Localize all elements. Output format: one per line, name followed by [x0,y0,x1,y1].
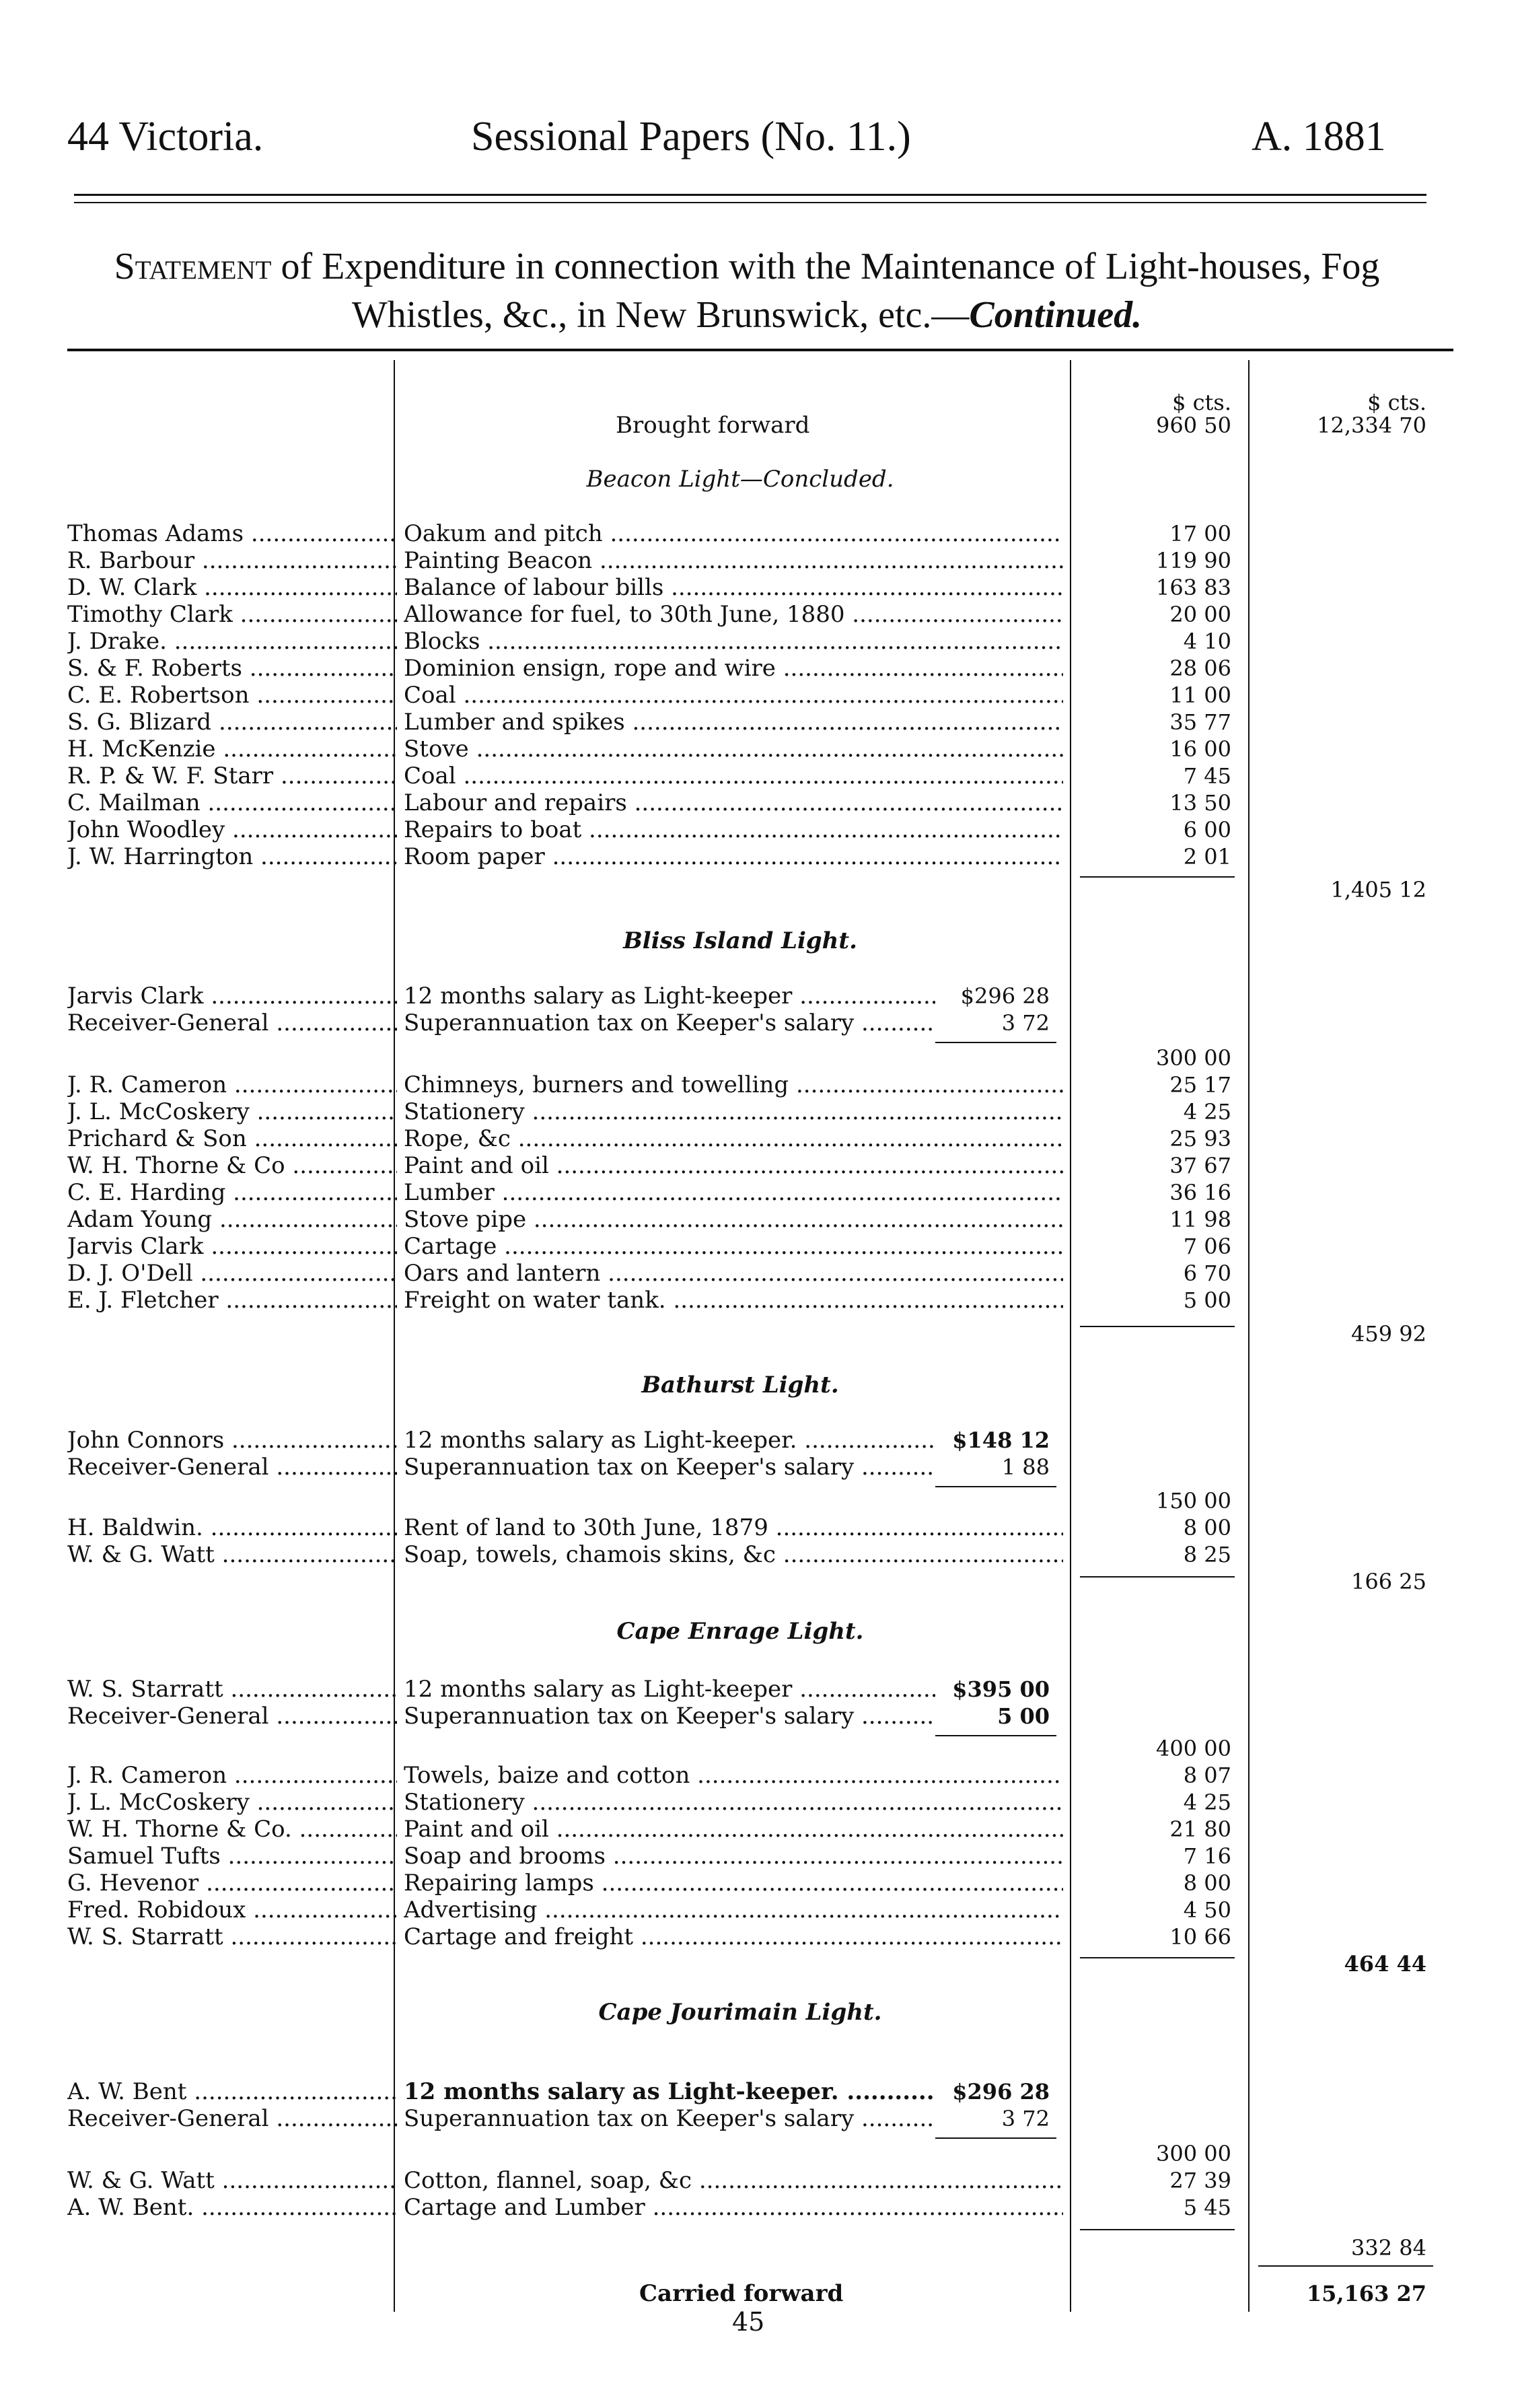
section-heading-jourimain: Cape Jourimain Light. [598,1999,882,2026]
bliss-amount: 6 70 [1183,1261,1231,1286]
brought-forward-amount: 960 50 [1156,413,1231,438]
enrage-salary-rule [935,1735,1056,1736]
bliss-name: J. R. Cameron ..... [67,1071,397,1098]
enrage-amount: 21 80 [1169,1816,1231,1842]
col-head-amount: $ cts. [1172,390,1231,415]
jourimain-salary-item: Superannuation tax on Keeper's salary ..... [404,2105,935,2132]
bliss-item: Lumber ..... [404,1179,1063,1206]
enrage-item: Paint and oil ..... [404,1816,1063,1843]
beacon-item: Repairs to boat ..... [404,816,1063,843]
bliss-amount: 25 17 [1169,1072,1231,1098]
section-heading-enrage: Cape Enrage Light. [616,1618,864,1645]
beacon-amount: 11 00 [1169,682,1231,708]
beacon-item: Painting Beacon ..... [404,547,1063,574]
jourimain-salary-inner: $296 28 [952,2079,1050,2104]
bliss-total: 459 92 [1351,1321,1426,1347]
beacon-item: Room paper ..... [404,843,1063,870]
jourimain-salary-rule [935,2137,1056,2139]
bliss-item: Paint and oil ..... [404,1152,1063,1179]
enrage-amount: 8 07 [1183,1763,1231,1788]
carried-forward-total: 15,163 27 [1306,2281,1426,2306]
bliss-salary-name: Jarvis Clark ..... [67,983,397,1010]
beacon-item: Oakum and pitch ..... [404,520,1063,547]
beacon-item: Coal ..... [404,763,1063,789]
bathurst-item: Rent of land to 30th June, 1879 ..... [404,1514,1063,1541]
section-heading-bliss: Bliss Island Light. [623,927,857,954]
page-number: 45 [732,2307,765,2337]
beacon-amount: 13 50 [1169,790,1231,816]
bliss-salary-item: Superannuation tax on Keeper's salary ..... [404,1010,935,1036]
beacon-name: H. McKenzie ..... [67,736,397,763]
bliss-name: E. J. Fletcher ..... [67,1287,397,1314]
enrage-item: Repairing lamps ..... [404,1870,1063,1897]
beacon-name: D. W. Clark ..... [67,574,397,601]
enrage-item: Towels, baize and cotton ..... [404,1762,1063,1789]
beacon-item: Stove ..... [404,736,1063,763]
bathurst-salary-inner: 1 88 [1001,1454,1050,1480]
beacon-amount: 20 00 [1169,602,1231,627]
beacon-name: C. E. Robertson ..... [67,682,397,709]
bliss-amount: 4 25 [1183,1099,1231,1125]
bliss-amount: 25 93 [1169,1126,1231,1152]
beacon-item: Labour and repairs ..... [404,789,1063,816]
bathurst-salary-name: John Connors ..... [67,1427,397,1454]
beacon-sum-rule [1080,876,1235,878]
enrage-salary-item: Superannuation tax on Keeper's salary ..... [404,1703,935,1730]
enrage-salary-inner: 5 00 [997,1703,1050,1729]
bliss-item: Chimneys, burners and towelling ..... [404,1071,1063,1098]
beacon-name: Timothy Clark ..... [67,601,397,628]
bliss-amount: 37 67 [1169,1153,1231,1178]
jourimain-item: Cartage and Lumber ..... [404,2194,1063,2221]
header-right: A. 1881 [1252,114,1386,160]
bliss-salary-inner: 3 72 [1001,1010,1050,1036]
bliss-name: W. H. Thorne & Co ..... [67,1152,397,1179]
bliss-amount: 7 06 [1183,1234,1231,1259]
beacon-name: J. W. Harrington ..... [67,843,397,870]
bathurst-salary-total: 150 00 [1156,1488,1231,1514]
bathurst-name: W. & G. Watt ..... [67,1541,397,1568]
bliss-amount: 36 16 [1169,1180,1231,1205]
bathurst-salary-item: Superannuation tax on Keeper's salary ..... [404,1454,935,1481]
statement-title [47,242,1447,339]
enrage-name: Samuel Tufts ..... [67,1843,397,1870]
jourimain-amount: 27 39 [1169,2168,1231,2193]
jourimain-amount: 5 45 [1183,2195,1231,2220]
carried-forward-label: Carried forward [639,2280,844,2307]
bliss-name: D. J. O'Dell ..... [67,1260,397,1287]
enrage-salary-name: Receiver-General ..... [67,1703,397,1730]
enrage-salary-total: 400 00 [1156,1736,1231,1761]
divider-amounts [1248,360,1250,2312]
jourimain-sum-rule [1080,2229,1235,2230]
bathurst-salary-item: 12 months salary as Light-keeper. ..... [404,1427,935,1454]
bliss-name: Adam Young ..... [67,1206,397,1233]
beacon-amount: 7 45 [1183,763,1231,789]
bliss-item: Freight on water tank. ..... [404,1287,1063,1314]
enrage-item: Soap and brooms ..... [404,1843,1063,1870]
bliss-name: J. L. McCoskery ..... [67,1098,397,1125]
title-rest: of Expenditure in connection with the Maintenance of Light-houses, Fog Whistles, &c., in New Brunswick, etc.— [271,246,1380,336]
beacon-item: Coal ..... [404,682,1063,709]
header-center: Sessional Papers (No. 11.) [471,114,911,160]
brought-forward-label: Brought forward [616,412,810,439]
bliss-amount: 5 00 [1183,1287,1231,1313]
beacon-amount: 163 83 [1156,575,1231,600]
enrage-salary-item: 12 months salary as Light-keeper ..... [404,1676,935,1703]
bliss-salary-name: Receiver-General ..... [67,1010,397,1036]
title-continued: Continued. [969,294,1143,336]
bathurst-sum-rule [1080,1576,1235,1578]
enrage-item: Stationery ..... [404,1789,1063,1816]
beacon-amount: 16 00 [1169,736,1231,762]
beacon-amount: 35 77 [1169,709,1231,735]
beacon-amount: 28 06 [1169,656,1231,681]
brought-forward-total: 12,334 70 [1317,413,1426,438]
beacon-item: Lumber and spikes ..... [404,709,1063,736]
beacon-name: Thomas Adams ..... [67,520,397,547]
header-left: 44 Victoria. [67,114,264,160]
enrage-total: 464 44 [1344,1951,1426,1977]
beacon-item: Blocks ..... [404,628,1063,655]
beacon-name: S. G. Blizard ..... [67,709,397,736]
enrage-item: Advertising ..... [404,1897,1063,1923]
grand-total-rule [1258,2265,1433,2267]
bliss-amount: 11 98 [1169,1207,1231,1232]
enrage-name: J. R. Cameron ..... [67,1762,397,1789]
bliss-salary-rule [935,1042,1056,1043]
enrage-amount: 4 25 [1183,1790,1231,1815]
beacon-total: 1,405 12 [1330,877,1426,902]
bliss-salary-total: 300 00 [1156,1045,1231,1071]
beacon-amount: 119 90 [1156,548,1231,573]
bathurst-item: Soap, towels, chamois skins, &c ..... [404,1541,1063,1568]
beacon-item: Balance of labour bills ..... [404,574,1063,601]
enrage-amount: 10 66 [1169,1924,1231,1950]
beacon-name: C. Mailman ..... [67,789,397,816]
beacon-amount: 4 10 [1183,629,1231,654]
enrage-name: W. S. Starratt ..... [67,1923,397,1950]
bliss-sum-rule [1080,1326,1235,1327]
enrage-amount: 4 50 [1183,1897,1231,1923]
bathurst-name: H. Baldwin. ..... [67,1514,397,1541]
bathurst-salary-name: Receiver-General ..... [67,1454,397,1481]
bliss-item: Stationery ..... [404,1098,1063,1125]
section-heading-bathurst: Bathurst Light. [641,1372,839,1398]
bliss-item: Oars and lantern ..... [404,1260,1063,1287]
beacon-name: John Woodley ..... [67,816,397,843]
enrage-amount: 8 00 [1183,1870,1231,1896]
beacon-amount: 2 01 [1183,844,1231,870]
beacon-amount: 17 00 [1169,521,1231,546]
section-heading-beacon: Beacon Light—Concluded. [586,466,894,493]
enrage-name: W. H. Thorne & Co. ..... [67,1816,397,1843]
enrage-sum-rule [1080,1957,1235,1958]
beacon-name: S. & F. Roberts ..... [67,655,397,682]
jourimain-name: W. & G. Watt ..... [67,2167,397,2194]
bathurst-salary-inner: $148 12 [952,1427,1050,1453]
bliss-salary-inner: $296 28 [960,983,1050,1009]
bliss-item: Cartage ..... [404,1233,1063,1260]
jourimain-name: A. W. Bent. ..... [67,2194,397,2221]
enrage-item: Cartage and freight ..... [404,1923,1063,1950]
enrage-name: Fred. Robidoux ..... [67,1897,397,1923]
bathurst-amount: 8 00 [1183,1515,1231,1541]
enrage-name: G. Hevenor ..... [67,1870,397,1897]
header-rule-top [74,194,1426,196]
beacon-item: Dominion ensign, rope and wire ..... [404,655,1063,682]
jourimain-salary-name: A. W. Bent ..... [67,2078,397,2105]
jourimain-salary-name: Receiver-General ..... [67,2105,397,2132]
bliss-name: Prichard & Son ..... [67,1125,397,1152]
beacon-name: R. Barbour ..... [67,547,397,574]
title-lead: Statement [114,246,272,287]
beacon-name: J. Drake. ..... [67,628,397,655]
bliss-item: Rope, &c ..... [404,1125,1063,1152]
enrage-amount: 7 16 [1183,1843,1231,1869]
header-rule-bottom [74,202,1426,203]
jourimain-salary-inner: 3 72 [1001,2106,1050,2131]
bathurst-amount: 8 25 [1183,1542,1231,1567]
beacon-item: Allowance for fuel, to 30th June, 1880 ..... [404,601,1063,628]
title-rule [67,349,1453,351]
bliss-name: Jarvis Clark ..... [67,1233,397,1260]
bathurst-salary-rule [935,1486,1056,1487]
enrage-name: J. L. McCoskery ..... [67,1789,397,1816]
bliss-salary-item: 12 months salary as Light-keeper ..... [404,983,935,1010]
bathurst-total: 166 25 [1351,1569,1426,1594]
beacon-name: R. P. & W. F. Starr ..... [67,763,397,789]
jourimain-total: 332 84 [1351,2235,1426,2261]
jourimain-salary-item: 12 months salary as Light-keeper. ..... [404,2078,935,2105]
jourimain-item: Cotton, flannel, soap, &c ..... [404,2167,1063,2194]
jourimain-salary-total: 300 00 [1156,2141,1231,2166]
col-head-total: $ cts. [1367,390,1426,415]
beacon-amount: 6 00 [1183,817,1231,843]
bliss-item: Stove pipe ..... [404,1206,1063,1233]
bliss-name: C. E. Harding ..... [67,1179,397,1206]
enrage-salary-inner: $395 00 [952,1676,1050,1702]
enrage-salary-name: W. S. Starratt ..... [67,1676,397,1703]
